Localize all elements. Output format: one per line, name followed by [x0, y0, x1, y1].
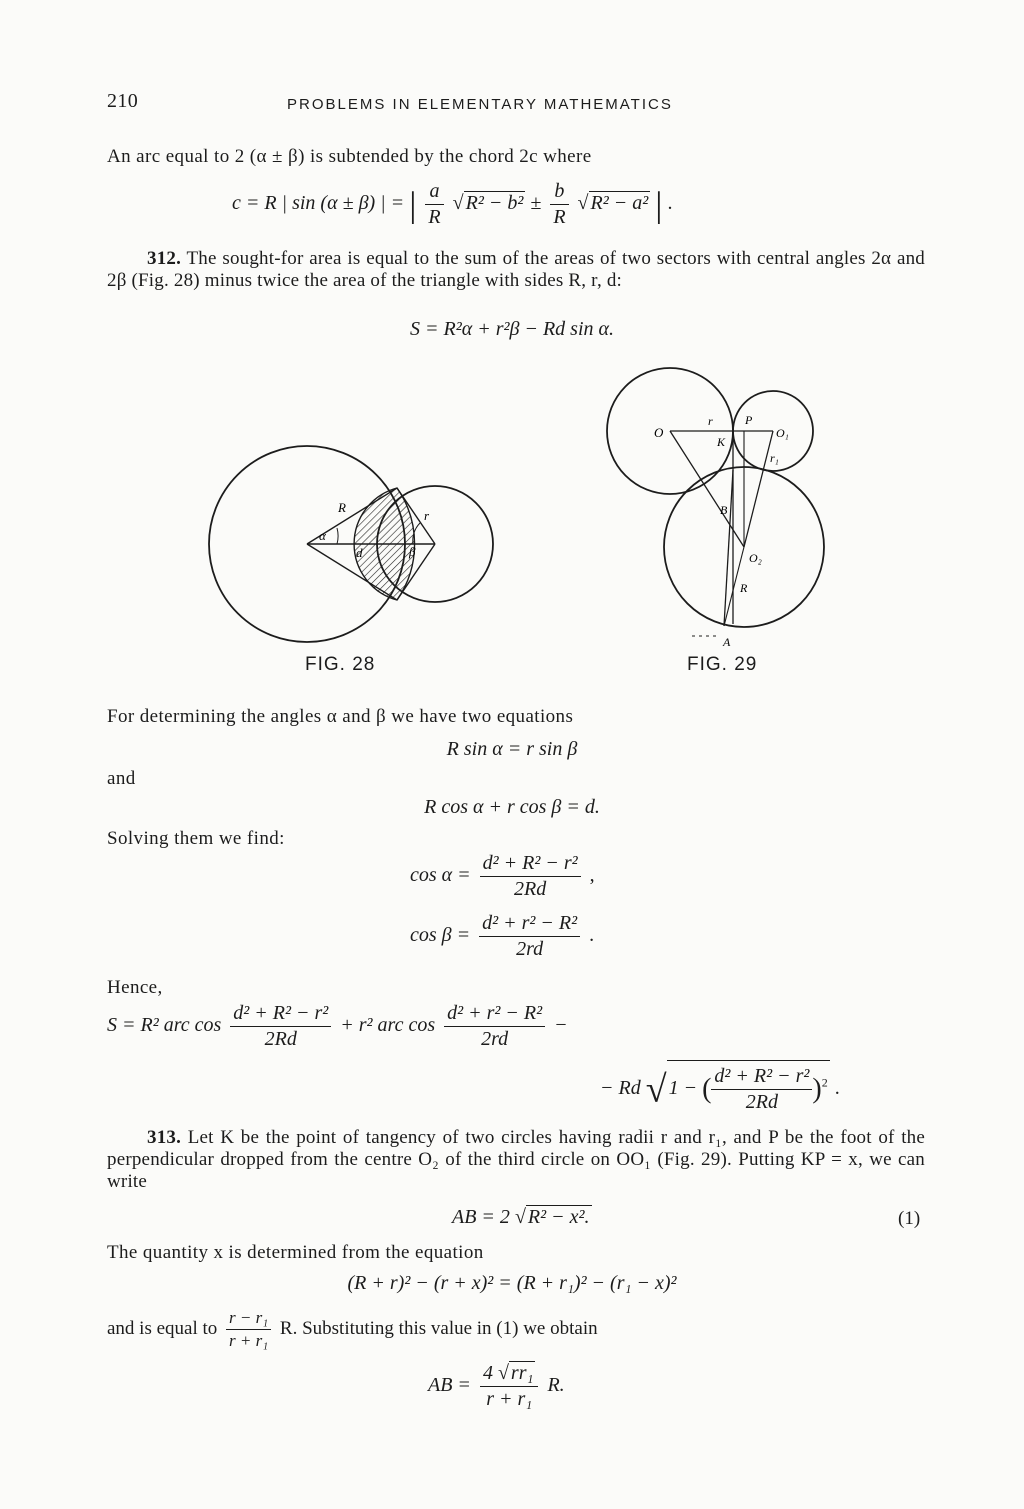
final-num-rad: rr₁	[510, 1362, 534, 1384]
radicand-2: R² − a²	[590, 192, 649, 215]
fig29-label-O: O	[654, 425, 664, 440]
figure-29	[600, 360, 840, 650]
ratio-den: r + r₁	[229, 1331, 269, 1350]
frac-R1: R	[428, 206, 441, 228]
fig28-label-R: R	[338, 500, 346, 515]
frac-R2: R	[553, 206, 566, 228]
fig29-label-r: r	[708, 414, 713, 428]
problem-313-text	[107, 1127, 925, 1193]
fig28-label-r: r	[424, 508, 430, 523]
s-den2: 2rd	[481, 1028, 509, 1050]
chord-lhs: c = R | sin (α ± β) | =	[232, 192, 405, 215]
ratio-num: r − r₁	[226, 1308, 271, 1330]
hence-label: Hence,	[107, 977, 163, 998]
equation-sin: R sin α = r sin β	[446, 738, 578, 760]
frac-b: b	[550, 180, 568, 205]
problem-312-number: 312.	[147, 248, 182, 269]
intro-line: An arc equal to 2 (α ± β) is subtended by the chord 2c where	[107, 146, 592, 167]
problem-312-text	[107, 248, 925, 292]
s-trailing-minus: −	[554, 1014, 568, 1037]
ab-radicand: R² − x².	[527, 1206, 590, 1228]
final-num-4: 4	[482, 1362, 493, 1384]
cos-beta-period: .	[589, 924, 595, 947]
fig29-label-P: P	[745, 413, 753, 427]
problem-313-number: 313.	[147, 1127, 182, 1148]
cos-alpha-num: d² + R² − r²	[480, 852, 581, 877]
cos-beta-den: 2rd	[516, 938, 544, 960]
area-formula: S = R²α + r²β − Rd sin α.	[410, 318, 614, 340]
s-part2: + r² arc cos	[340, 1014, 436, 1037]
fig29-label-R: R	[740, 581, 748, 595]
S-formula-line1	[107, 1002, 568, 1051]
s-part3: − Rd	[600, 1077, 641, 1100]
plus-minus: ±	[530, 192, 542, 215]
cos-alpha-formula	[410, 852, 595, 901]
s-part1: S = R² arc cos	[107, 1014, 222, 1037]
fig28-label-beta: β	[409, 544, 416, 559]
x-equation: (R + r)² − (r + x)² = (R + r₁)² − (r₁ − x)²	[347, 1272, 677, 1294]
problem-313-body: Let K be the point of tangency of two circles having radii r and r₁, and P be the foot of the perpendicular dropped from the centre O₂ of the third circle on OO₁ (Fig. 29). Putting KP = x, we can write	[107, 1127, 925, 1192]
fig29-label-A: A	[723, 635, 731, 649]
final-rhs: R.	[547, 1374, 565, 1397]
fig29-label-K: K	[717, 435, 726, 449]
final-lhs: AB =	[428, 1374, 471, 1397]
equal-to-text: and is equal to	[107, 1317, 218, 1339]
figure-28	[195, 440, 505, 655]
cos-beta-num: d² + r² − R²	[479, 912, 580, 937]
final-ab-equation: AB = $\frac{\text{4 √ rr₁}}{\text{r + r₁}}$ R.	[428, 1362, 565, 1410]
fig29-label-O1: O₁	[776, 426, 789, 440]
fig28-label-alpha: α	[319, 528, 326, 543]
ab-equation: AB = 2 √ R² − x².	[452, 1206, 590, 1228]
s-num2: d² + r² − R²	[444, 1002, 545, 1027]
s-num1: d² + R² − r²	[230, 1002, 331, 1027]
cos-alpha-den: 2Rd	[514, 878, 547, 900]
fig29-label-O2: O₂	[749, 551, 762, 565]
running-head: PROBLEMS IN ELEMENTARY MATHEMATICS	[287, 96, 673, 113]
equation-number-1: (1)	[898, 1208, 921, 1229]
radicand-1: R² − b²	[465, 192, 524, 215]
s-den1: 2Rd	[264, 1028, 297, 1050]
page-number: 210	[107, 90, 139, 112]
s-den3: 2Rd	[745, 1091, 778, 1113]
frac-a: a	[425, 180, 443, 205]
substituting-text: R. Substituting this value in (1) we obtain	[279, 1317, 598, 1339]
s-square: 2	[821, 1075, 828, 1090]
chord-equation: c = R | sin (α ± β) | = | $\frac{a}{R}$ √ R² − b² ± $\frac{b}{R}$ √ R² − a² | .	[232, 180, 673, 228]
cos-alpha-comma: ,	[589, 864, 595, 887]
cos-alpha-lhs: cos α =	[410, 864, 471, 887]
fig29-label-r1: r₁	[770, 451, 779, 465]
S-formula-line2: − Rd √ 1 − ( $\frac{\text{d² + R² − r²}}{2Rd}$ )$^2$ .	[600, 1060, 840, 1114]
s-one-minus: 1 −	[668, 1077, 698, 1100]
fig29-caption: FIG. 29	[687, 654, 758, 675]
ab-lhs: AB = 2	[452, 1206, 510, 1228]
problem-312-body: The sought-for area is equal to the sum of the areas of two sectors with central angles 2α and 2β (Fig. 28) minus twice the area of the triangle with sides R, r, d:	[107, 248, 925, 291]
solving-text: Solving them we find:	[107, 828, 285, 849]
equation-cos: R cos α + r cos β = d.	[424, 796, 600, 818]
quantity-text: The quantity x is determined from the equation	[107, 1242, 484, 1263]
angles-intro: For determining the angles α and β we have two equations	[107, 706, 574, 727]
cos-beta-lhs: cos β =	[410, 924, 471, 947]
fig28-caption: FIG. 28	[305, 654, 376, 675]
equal-to-line	[107, 1308, 598, 1351]
s-num3: d² + R² − r²	[711, 1065, 812, 1090]
and-word: and	[107, 768, 136, 789]
final-den: r + r₁	[486, 1388, 533, 1410]
cos-beta-formula	[410, 912, 594, 961]
fig28-label-d: d	[356, 545, 363, 560]
fig29-label-B: B	[720, 503, 728, 517]
